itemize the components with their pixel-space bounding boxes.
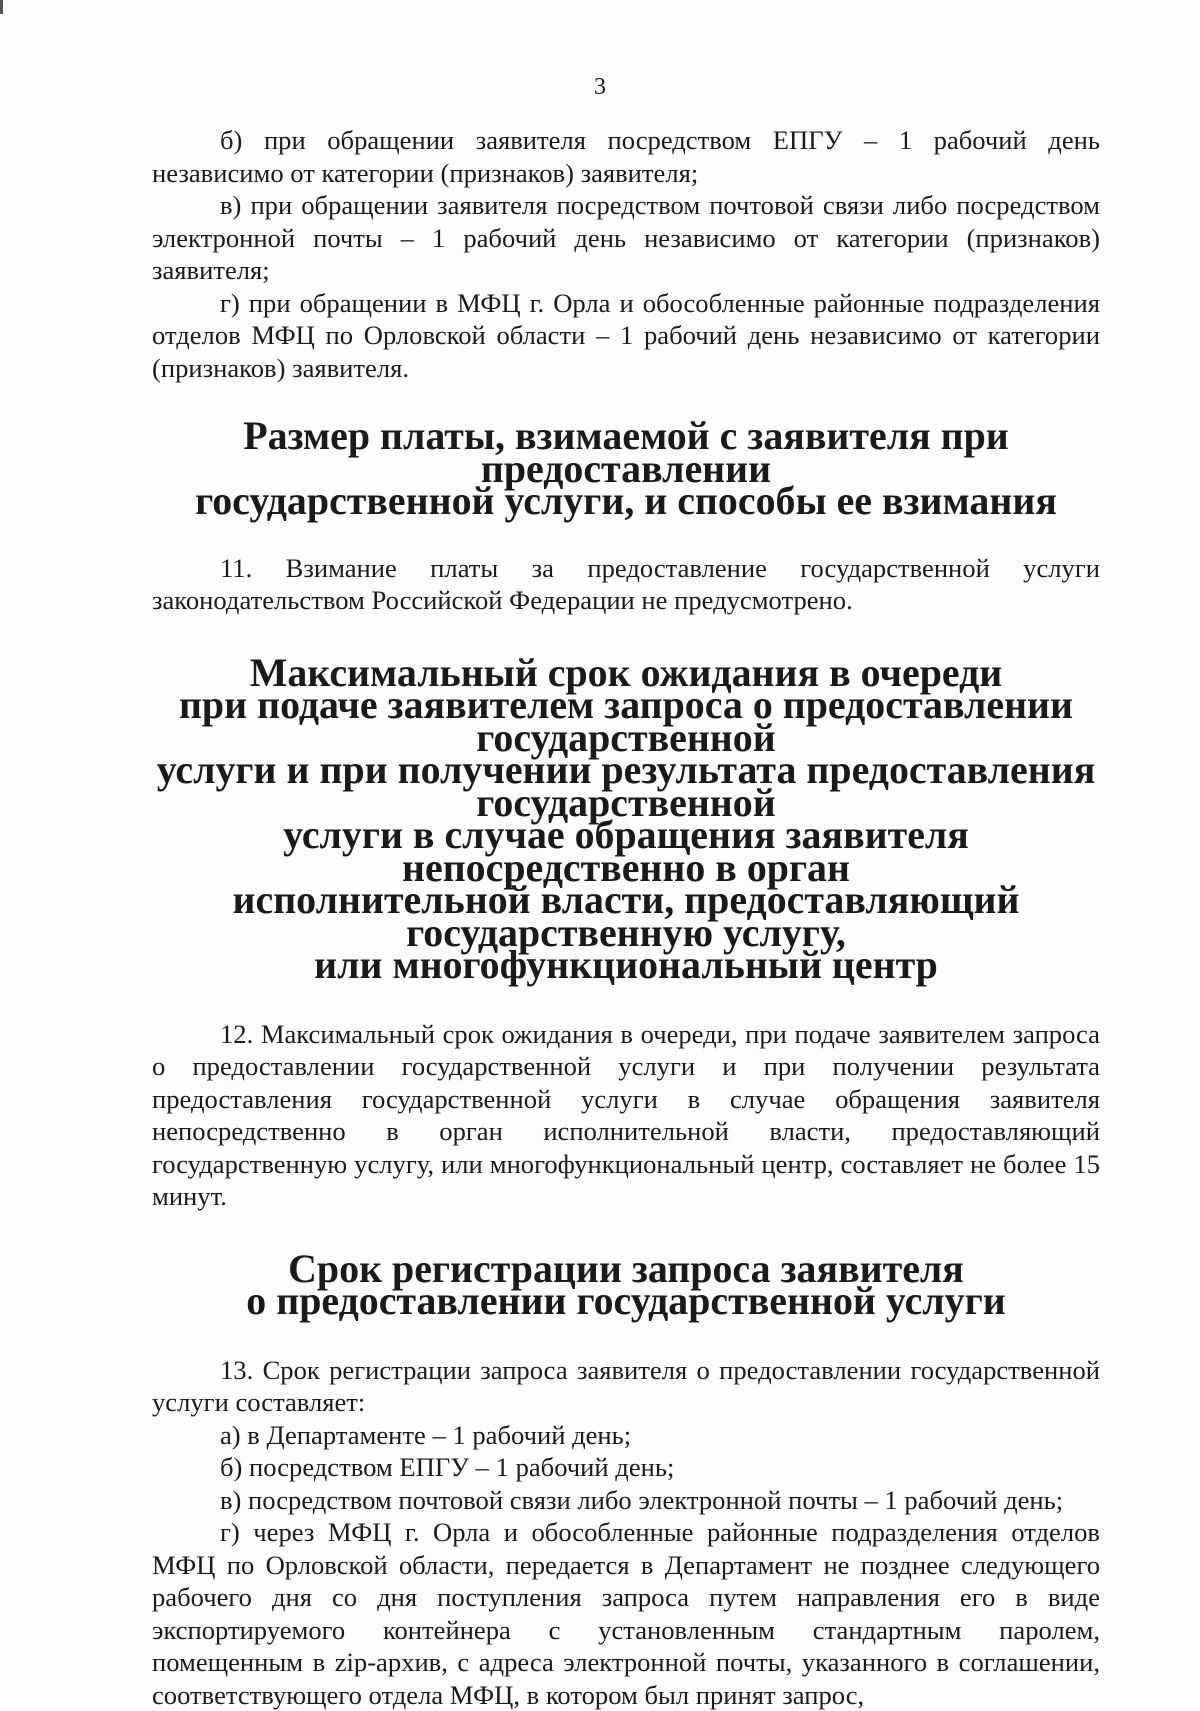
heading-queue-line: исполнительной власти, предоставляющий государственную услугу, <box>232 877 1020 955</box>
heading-fee <box>152 413 1100 523</box>
scan-edge-mark <box>0 0 3 14</box>
paragraph-13: 13. Срок регистрации запроса заявителя о предоставлении государственной услуги составляет: <box>152 1354 1100 1417</box>
paragraph-12: 12. Максимальный срок ожидания в очереди, при подаче заявителем запроса о предоставлении государственной услуги и при получении результата предоставления государственной услуги в случае обращения заявителя непосредственно в орган исполнительной власти, предоставляющий государственную услугу, или многофункциональный центр, составляет не более 15 минут. <box>152 1018 1100 1211</box>
document-body <box>152 124 1100 1711</box>
heading-registration <box>152 1245 1100 1323</box>
heading-queue-line: Максимальный срок ожидания в очереди <box>249 649 1003 695</box>
heading-queue-line: или многофункциональный центр <box>314 942 938 987</box>
paragraph-13g: г) через МФЦ г. Орла и обособленные районные подразделения отделов МФЦ по Орловской области, передается в Департамент не позднее следующего рабочего дня со дня поступления запроса путем направления его в виде экспортируемого контейнера с установленным стандартным паролем, помещенным в zip-архив, с адреса электронной почты, указанного в соглашении, соответствующего отдела МФЦ, в котором был принят запрос, <box>152 1517 1100 1710</box>
heading-registration-line: о предоставлении государственной услуги <box>246 1278 1006 1323</box>
paragraph-10b: б) при обращении заявителя посредством ЕПГУ – 1 рабочий день независимо от категории (признаков) заявителя; <box>152 125 1100 188</box>
heading-fee-line: Размер платы, взимаемой с заявителя при предоставлении <box>243 413 1009 491</box>
paragraph-10g: г) при обращении в МФЦ г. Орла и обособленные районные подразделения отделов МФЦ по Орловской области – 1 рабочий день независимо от категории (признаков) заявителя. <box>152 287 1100 383</box>
paragraph-13b: б) посредством ЕПГУ – 1 рабочий день; <box>220 1452 675 1482</box>
heading-queue <box>152 649 1100 987</box>
paragraph-13v: в) посредством почтовой связи либо электронной почты – 1 рабочий день; <box>220 1484 1064 1515</box>
heading-fee-line: государственной услуги, и способы ее взимания <box>195 478 1057 523</box>
heading-queue-line: при подаче заявителем запроса о предоставлении государственной <box>178 682 1074 760</box>
heading-queue-line: услуги в случае обращения заявителя непосредственно в орган <box>283 812 969 890</box>
paragraph-11: 11. Взимание платы за предоставление государственной услуги законодательством Российской Федерации не предусмотрено. <box>152 552 1100 615</box>
page-number: 3 <box>594 74 606 100</box>
heading-queue-line: услуги и при получении результата предоставления государственной <box>156 747 1096 825</box>
heading-registration-line: Срок регистрации запроса заявителя <box>288 1245 964 1291</box>
paragraph-13a: а) в Департаменте – 1 рабочий день; <box>220 1419 632 1450</box>
paragraph-10v: в) при обращении заявителя посредством почтовой связи либо посредством электронной почты – 1 рабочий день независимо от категории (признаков) заявителя; <box>152 190 1100 285</box>
